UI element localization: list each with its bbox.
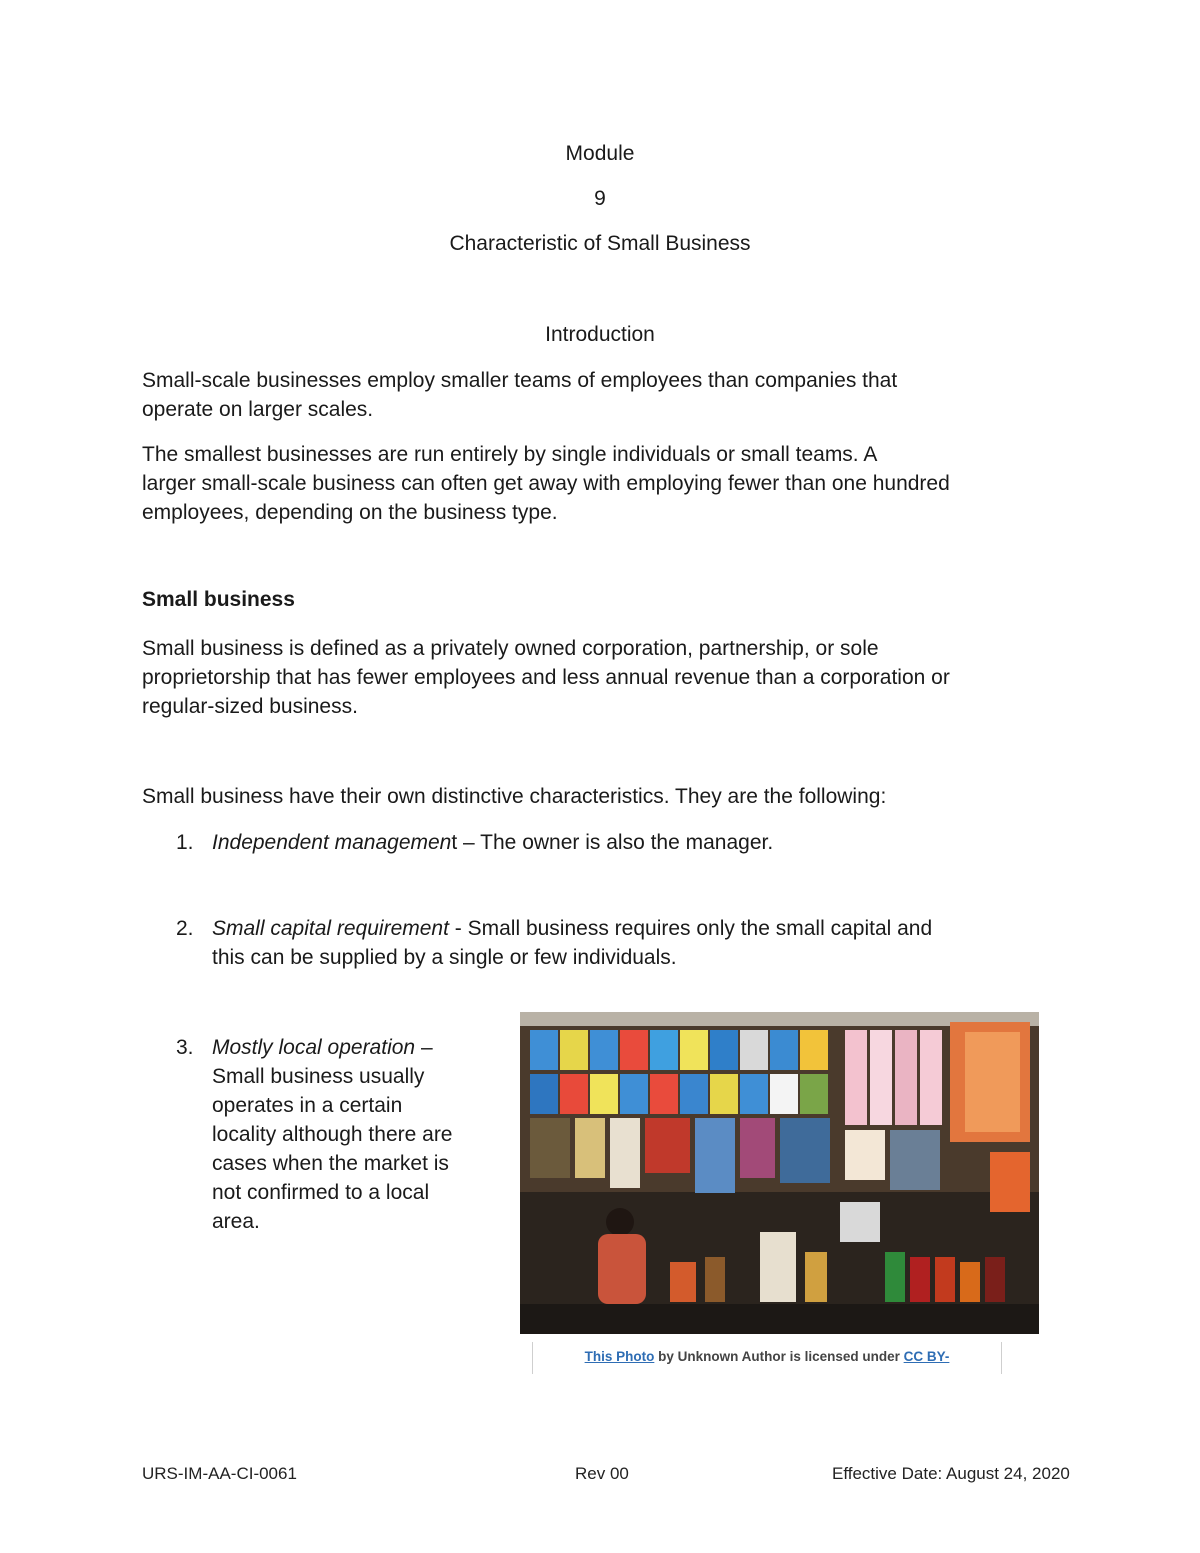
list-title-1: Independent managemen bbox=[212, 831, 452, 854]
list-body-1 bbox=[212, 828, 773, 857]
list-text-3-line-1: Small business usually bbox=[212, 1065, 425, 1088]
list-body-2 bbox=[212, 914, 932, 972]
footer-doc-code: URS-IM-AA-CI-0061 bbox=[142, 1464, 297, 1483]
list-body-3 bbox=[212, 1033, 453, 1236]
definition-line-2: proprietorship that has fewer employees and less annual revenue than a corporation or bbox=[142, 666, 950, 689]
list-text-3-line-3: locality although there are bbox=[212, 1123, 453, 1146]
store-photo bbox=[520, 1012, 1039, 1334]
intro-paragraph-2 bbox=[142, 440, 1072, 527]
photo-credit-text: by Unknown Author is licensed under bbox=[654, 1349, 904, 1364]
small-business-heading: Small business bbox=[142, 588, 295, 611]
intro-p1-line-1: Small-scale businesses employ smaller teams of employees than companies that bbox=[142, 369, 898, 392]
module-number: 9 bbox=[594, 187, 606, 210]
list-text-3-line-2: operates in a certain bbox=[212, 1094, 403, 1117]
store-photo-illustration bbox=[520, 1012, 1039, 1334]
footer-revision: Rev 00 bbox=[575, 1464, 629, 1483]
intro-paragraph-1 bbox=[142, 366, 1072, 424]
characteristics-intro: Small business have their own distinctive characteristics. They are the following: bbox=[142, 785, 887, 808]
definition-line-3: regular-sized business. bbox=[142, 695, 358, 718]
list-text-1: – The owner is also the manager. bbox=[457, 831, 774, 854]
definition-line-1: Small business is defined as a privately owned corporation, partnership, or sole bbox=[142, 637, 879, 660]
intro-p2-line-2: larger small-scale business can often get away with employing fewer than one hundred bbox=[142, 472, 950, 495]
list-number-3: 3. bbox=[176, 1036, 194, 1059]
list-title-3-dash: – bbox=[415, 1036, 433, 1059]
photo-caption bbox=[532, 1342, 1002, 1374]
list-text-3-line-4: cases when the market is bbox=[212, 1152, 449, 1175]
photo-credit-link[interactable]: This Photo bbox=[584, 1349, 655, 1364]
intro-p2-line-1: The smallest businesses are run entirely by single individuals or small teams. A bbox=[142, 443, 878, 466]
list-number-2: 2. bbox=[176, 917, 194, 940]
list-number-1: 1. bbox=[176, 831, 194, 854]
list-title-2: Small capital requirement bbox=[212, 917, 449, 940]
intro-p2-line-3: employees, depending on the business type. bbox=[142, 501, 558, 524]
list-text-3-line-6: area. bbox=[212, 1210, 260, 1233]
introduction-heading: Introduction bbox=[545, 323, 655, 346]
list-text-2-line-2: this can be supplied by a single or few individuals. bbox=[212, 946, 677, 969]
footer-effective-date: Effective Date: August 24, 2020 bbox=[832, 1464, 1070, 1483]
list-text-3-line-5: not confirmed to a local bbox=[212, 1181, 430, 1204]
list-title-3: Mostly local operation bbox=[212, 1036, 416, 1059]
intro-p1-line-2: operate on larger scales. bbox=[142, 398, 374, 421]
module-label: Module bbox=[565, 142, 635, 165]
page-title: Characteristic of Small Business bbox=[449, 232, 751, 255]
list-title-1-rest: t bbox=[451, 831, 458, 854]
definition-paragraph bbox=[142, 634, 1072, 721]
list-text-2-line-1: - Small business requires only the small capital and bbox=[448, 917, 933, 940]
license-link[interactable]: CC BY- bbox=[903, 1349, 950, 1364]
